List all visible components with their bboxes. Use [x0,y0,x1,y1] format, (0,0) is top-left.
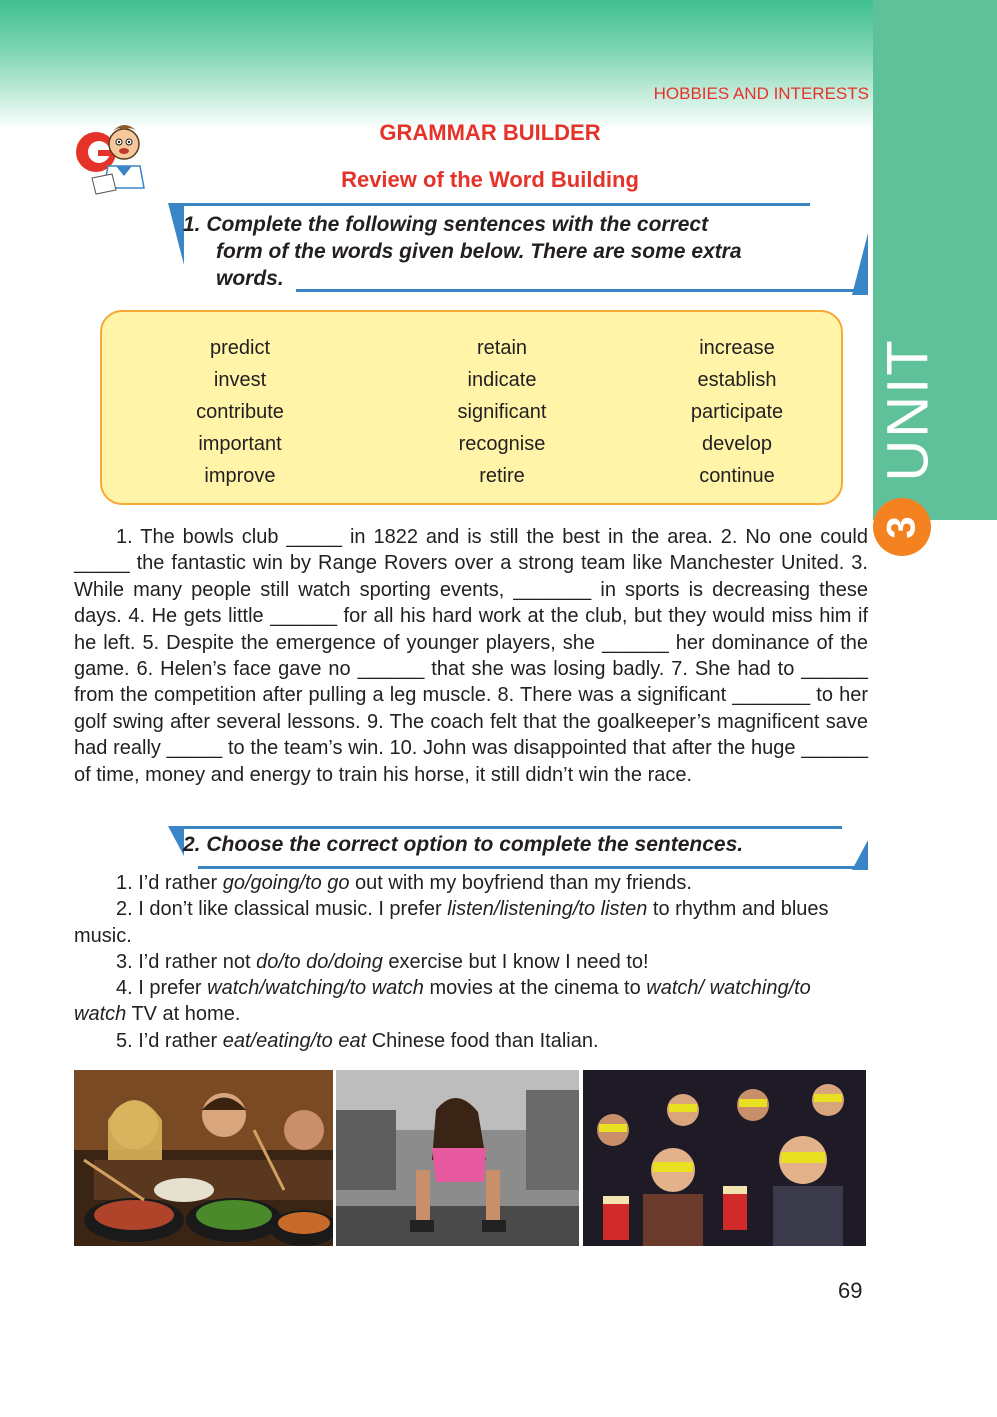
word-item: increase [699,337,775,359]
header-gradient [0,0,873,130]
option-choice: eat/eating/to eat [222,1029,367,1052]
exercise2-list [74,870,868,1054]
exercise2-item: 4. I prefer watch/watching/to watch movies at the cinema to watch/ watching/to watch TV at home. [74,977,811,1026]
exercise2-item: 5. I’d rather eat/eating/to eat Chinese food than Italian. [116,1029,599,1052]
word-item: retire [479,465,525,487]
option-choice: watch/ watching/to watch [74,977,811,1026]
word-item: recognise [458,433,546,455]
task2-instruction: 2. Choose the correct option to complete the sentences. [183,833,744,856]
option-choice: listen/listening/to listen [447,898,648,921]
word-item: predict [209,337,271,359]
word-item: indicate [467,369,537,391]
word-bank-column-3 [637,332,837,492]
option-choice: go/going/to go [222,872,350,894]
woman-doing-pushups-photo [336,1070,579,1246]
word-item: improve [204,465,276,487]
page-number: 69 [838,1278,863,1303]
word-item: develop [701,433,773,455]
grammar-builder-title: GRAMMAR BUILDER [379,120,601,145]
section-label: HOBBIES AND INTERESTS [653,84,869,103]
word-bank-column-1 [140,332,340,492]
exercise1-paragraph: 1. The bowls club _____ in 1822 and is still the best in the area. 2. No one could _____ the fantastic win by Range Rovers over a strong team like Manchester United. 3. While many people still watch sporting events, _______ in sports is decreasing these days. 4. He gets little ______ for all his hard work at the club, but they would miss him if he left. 5. Despite the emergence of younger players, she ______ her dominance of the game. 6. Helen’s face gave no ______ that she was losing badly. 7. She had to ______ from the competition after pulling a leg muscle. 8. There was a significant _______ to her golf swing after several lessons. 9. The coach felt that the goalkeeper’s magnificent save had really _____ to the team’s win. 10. John was disappointed that after the huge ______ of time, money and energy to train his horse, it still didn’t win the race. [74,526,868,786]
word-item: establish [697,369,777,391]
unit-number-badge: 3 [873,498,931,556]
grammar-builder-subtitle: Review of the Word Building [341,167,639,192]
word-item: significant [457,401,547,423]
exercise2-item: 1. I’d rather go/going/to go out with my boyfriend than my friends. [116,872,692,894]
cinema-audience-3d-glasses-photo [583,1070,866,1246]
word-item: invest [213,369,267,391]
word-bank-box [100,310,843,505]
unit-label: UNIT [875,338,941,482]
option-choice: watch/watching/to watch [207,977,424,1000]
option-choice: do/to do/doing [256,950,383,973]
friends-eating-chinese-food-photo [74,1070,333,1246]
word-item: participate [690,401,784,423]
word-item: important [198,433,282,455]
exercise2-item: 2. I don’t like classical music. I prefer listen/listening/to listen to rhythm and blues music. [74,898,829,947]
word-item: continue [699,465,775,487]
word-item: contribute [196,401,284,423]
word-item: retain [476,337,528,359]
task1-instruction: 1. Complete the following sentences with the correct form of the words given below. There are some extra words. [183,213,742,290]
word-bank-column-2 [402,332,602,492]
exercise2-item: 3. I’d rather not do/to do/doing exercise but I know I need to! [116,950,649,973]
